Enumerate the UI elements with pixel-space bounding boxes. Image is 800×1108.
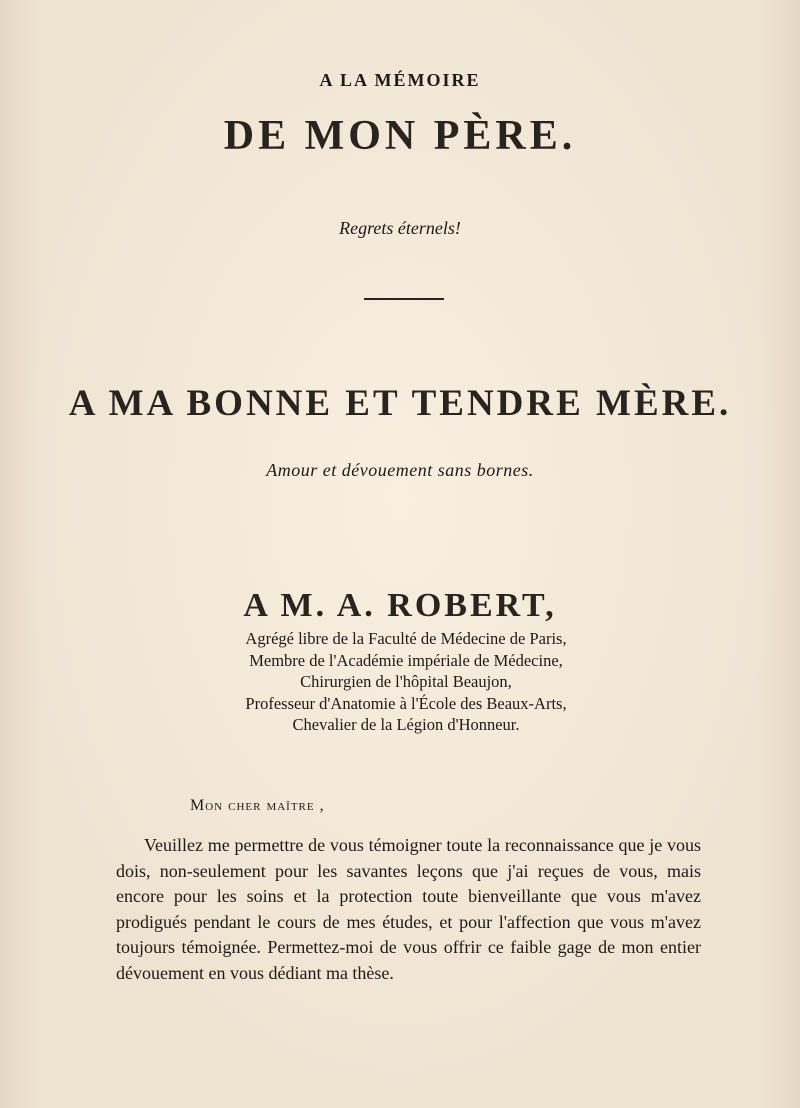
dedication-father-motto: Regrets éternels! [339,218,461,238]
credential-line: Agrégé libre de la Faculté de Médecine de Paris, [245,629,567,648]
credentials-list [0,628,800,736]
letter-body [116,833,701,986]
salutation: Mon cher maître , [190,797,325,814]
credential-line: Chirurgien de l'hôpital Beaujon, [300,672,512,691]
dedication-robert-title: A M. A. ROBERT, [243,587,557,624]
credential-line: Chevalier de la Légion d'Honneur. [292,715,520,734]
credential-line: Membre de l'Académie impériale de Médecine, [249,650,563,670]
separator-rule [364,298,444,300]
dedication-father-line1: A LA MÉMOIRE [319,70,481,90]
dedication-father-line2: DE MON PÈRE. [223,113,577,159]
dedication-mother-motto: Amour et dévouement sans bornes. [266,460,534,480]
bleed-through [90,160,710,207]
credential-line: Professeur d'Anatomie à l'École des Beaux-Arts, [245,693,567,713]
dedication-mother-title: A MA BONNE ET TENDRE MÈRE. [68,383,732,424]
letter-paragraph: Veuillez me permettre de vous témoigner toute la reconnaissance que je vous dois, non-seulement pour les savantes leçons que j'ai reçues de vous, mais encore pour les soins et la protection toute bienveillante que vous m'avez prodigués pendant le cours de mes études, et pour l'affection que vous m'avez toujours témoignée. Permettez-moi de vous offrir ce faible gage de mon entier dévouement en vous dédiant ma thèse. [116,835,701,983]
